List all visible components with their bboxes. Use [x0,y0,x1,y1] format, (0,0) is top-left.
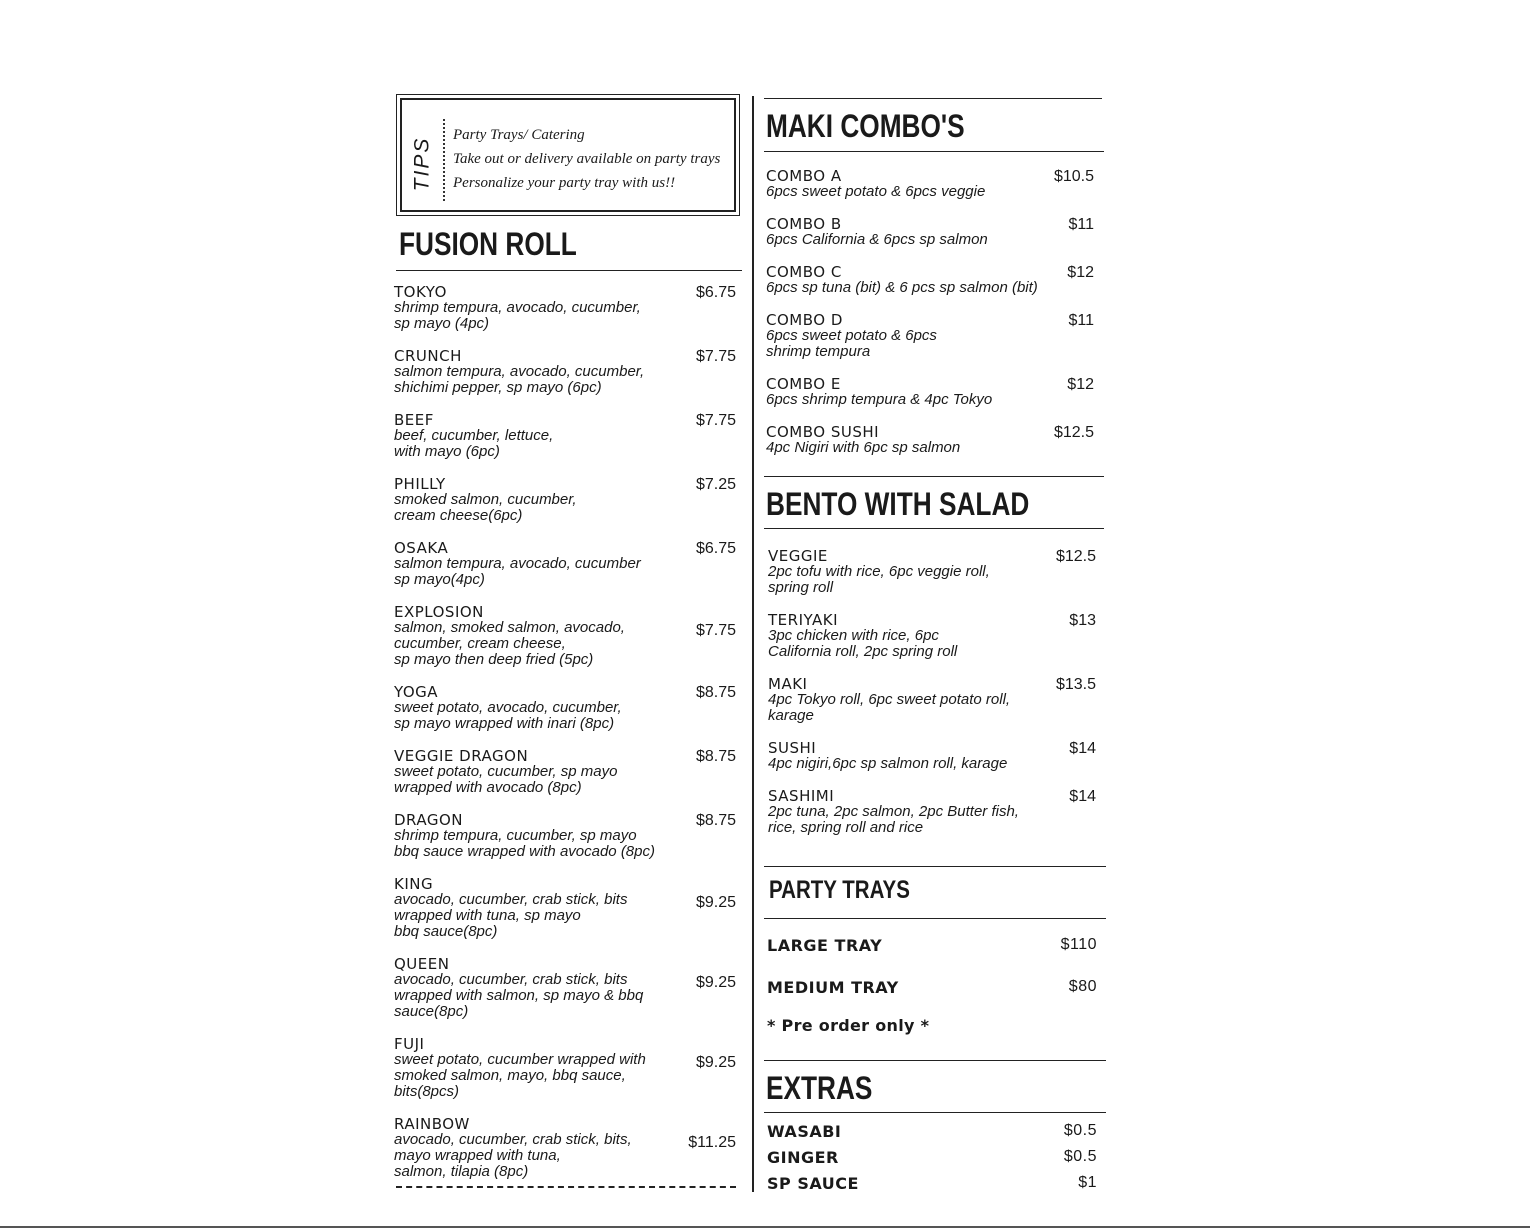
party-tray-price: $110 [1060,936,1097,953]
tips-label: TIPS [410,136,433,192]
menu-item-name: COMBO D [766,311,843,329]
menu-item-price: $7.75 [695,622,736,639]
menu-item-name: RAINBOW [394,1115,470,1133]
menu-item-name: COMBO B [766,215,842,233]
menu-item-name: COMBO E [766,375,841,393]
menu-item-price: $6.75 [695,284,736,301]
menu-item-description-line: 4pc Nigiri with 6pc sp salmon [766,439,961,456]
menu-item-description-line: 6pcs sp tuna (bit) & 6 pcs sp salmon (bit) [766,279,1038,296]
menu-item [766,168,1102,200]
menu-item-description-line: bbq sauce wrapped with avocado (8pc) [394,843,655,860]
menu-item-name: VEGGIE DRAGON [394,747,529,765]
menu-item-description-line: 6pcs California & 6pcs sp salmon [766,231,988,248]
menu-item-description-line: cucumber, cream cheese, [394,635,566,652]
menu-item-description [766,328,1102,360]
fusion-roll-rule [396,270,742,271]
menu-item-name: FUJI [394,1035,425,1053]
menu-item [394,604,744,668]
menu-item [766,264,1102,296]
menu-item-description-line: sweet potato, cucumber wrapped with [394,1051,646,1068]
menu-item [394,284,744,332]
menu-item-description-line: salmon, tilapia (8pc) [394,1163,529,1180]
menu-item [394,956,744,1020]
menu-item-description-line: 2pc tofu with rice, 6pc veggie roll, [768,563,990,580]
menu-item [768,740,1104,772]
menu-item-description-line: smoked salmon, mayo, bbq sauce, [394,1067,626,1084]
menu-item [394,348,744,396]
menu-item-description-line: shichimi pepper, sp mayo (6pc) [394,379,602,396]
menu-item-description-line: with mayo (6pc) [394,443,500,460]
menu-item-name: VEGGIE [768,547,828,565]
menu-item-price: $6.75 [695,540,736,557]
menu-item-description-line: sauce(8pc) [394,1003,469,1020]
menu-item-description-line: sweet potato, cucumber, sp mayo [394,763,618,780]
menu-item [768,676,1104,724]
menu-item [766,424,1102,456]
menu-item-description-line: salmon, smoked salmon, avocado, [394,619,625,636]
menu-item-description [768,628,1104,660]
menu-item-description [394,764,744,796]
menu-item-price: $12.5 [1055,548,1096,565]
menu-item-description-line: cream cheese(6pc) [394,507,523,524]
party-tray-name: LARGE TRAY [767,936,883,955]
menu-item-description-line: beef, cucumber, lettuce, [394,427,554,444]
menu-item-name: DRAGON [394,811,464,829]
pre-order-note: * Pre order only * [767,1016,930,1035]
menu-item-price: $9.25 [695,1054,736,1071]
menu-item-description [766,392,1102,408]
extra-row [767,1174,1097,1193]
menu-item-price: $11 [1068,216,1094,233]
fusion-roll-title: FUSION ROLL [399,226,577,262]
menu-item-description [768,692,1104,724]
menu-item [394,684,744,732]
extra-name: WASABI [767,1122,842,1141]
menu-item-name: COMBO C [766,263,842,281]
menu-item-name: PHILLY [394,475,446,493]
menu-item [766,312,1102,360]
menu-item-description-line: 4pc nigiri,6pc sp salmon roll, karage [768,755,1008,772]
menu-item-price: $9.25 [695,974,736,991]
bento-rule-bottom [764,528,1104,529]
tips-line: Take out or delivery available on party trays [453,151,721,167]
menu-item [394,412,744,460]
menu-item [394,540,744,588]
menu-item-name: SUSHI [768,739,817,757]
menu-item-description-line: shrimp tempura [766,343,871,360]
extra-name: GINGER [767,1148,839,1167]
menu-item-description-line: karage [768,707,814,724]
menu-item [768,548,1104,596]
extra-price: $1 [1078,1174,1097,1191]
tips-line: Party Trays/ Catering [453,127,585,143]
menu-item-description-line: 6pcs sweet potato & 6pcs veggie [766,183,986,200]
tips-dotted-divider [443,119,445,201]
menu-item [768,788,1104,836]
menu-item-price: $7.75 [695,348,736,365]
bento-list [768,548,1104,852]
menu-item [394,1036,744,1100]
menu-item-name: BEEF [394,411,434,429]
menu-item-name: TERIYAKI [768,611,839,629]
tips-lines [453,123,720,195]
menu-item-name: COMBO SUSHI [766,423,880,441]
party-tray-price: $80 [1068,978,1097,995]
menu-item-description [394,620,744,668]
menu-item-description-line: wrapped with avocado (8pc) [394,779,582,796]
party-trays-rule-bottom [764,918,1106,919]
menu-item-description [766,184,1102,200]
menu-item-price: $14 [1069,788,1096,805]
menu-item-description-line: 4pc Tokyo roll, 6pc sweet potato roll, [768,691,1011,708]
menu-item-description [766,280,1102,296]
menu-item-price: $12 [1067,264,1094,281]
menu-item [766,376,1102,408]
page-bottom-border [0,1226,1530,1228]
menu-item-description-line: avocado, cucumber, crab stick, bits, [394,1131,632,1148]
menu-item-price: $12.5 [1053,424,1094,441]
menu-item-price: $10.5 [1053,168,1094,185]
menu-item-name: OSAKA [394,539,449,557]
menu-item-price: $13 [1069,612,1096,629]
extra-name: SP SAUCE [767,1174,859,1193]
menu-item-description [768,564,1104,596]
tips-box [396,94,740,216]
menu-item [394,748,744,796]
menu-item-name: KING [394,875,434,893]
menu-item-description-line: sweet potato, avocado, cucumber, [394,699,622,716]
menu-item-description-line: sp mayo wrapped with inari (8pc) [394,715,615,732]
menu-item-name: EXPLOSION [394,603,484,621]
menu-item-name: CRUNCH [394,347,462,365]
menu-item-description-line: bbq sauce(8pc) [394,923,498,940]
menu-item-price: $8.75 [695,812,736,829]
menu-item-description-line: 6pcs shrimp tempura & 4pc Tokyo [766,391,993,408]
menu-item-description [768,756,1104,772]
menu-item-description [394,972,744,1020]
tips-line: Personalize your party tray with us!! [453,175,676,191]
bento-rule-top [764,476,1104,477]
menu-item [394,812,744,860]
menu-item [768,612,1104,660]
extra-row [767,1148,1097,1167]
menu-item-description-line: 6pcs sweet potato & 6pcs [766,327,937,344]
menu-item-description-line: wrapped with salmon, sp mayo & bbq [394,987,644,1004]
extras-rule-top [764,1060,1106,1061]
menu-item-description [394,828,744,860]
menu-item-description-line: salmon tempura, avocado, cucumber [394,555,641,572]
extra-row [767,1122,1097,1141]
menu-item-description [768,804,1104,836]
menu-item-name: COMBO A [766,167,842,185]
menu-item-description-line: rice, spring roll and rice [768,819,924,836]
menu-item-description [394,300,744,332]
menu-item-description-line: sp mayo (4pc) [394,315,490,332]
fusion-roll-list [394,284,744,1196]
dashed-divider [396,1186,736,1188]
menu-item-price: $14 [1069,740,1096,757]
menu-item-price: $8.75 [695,684,736,701]
menu-item-name: YOGA [394,683,439,701]
party-trays-title: PARTY TRAYS [769,876,910,904]
menu-item-description-line: 3pc chicken with rice, 6pc [768,627,939,644]
menu-item-description-line: sp mayo then deep fried (5pc) [394,651,594,668]
menu-item [394,1116,744,1180]
menu-item-description-line: wrapped with tuna, sp mayo [394,907,581,924]
maki-combos-title: MAKI COMBO'S [766,108,965,144]
menu-item-description-line: 2pc tuna, 2pc salmon, 2pc Butter fish, [768,803,1019,820]
menu-item-description-line: avocado, cucumber, crab stick, bits [394,971,628,988]
bento-title: BENTO WITH SALAD [766,486,1030,522]
menu-item-description [394,892,744,940]
party-tray-row [767,936,1097,955]
menu-item-price: $11 [1068,312,1094,329]
menu-item-description-line: smoked salmon, cucumber, [394,491,577,508]
menu-item-price: $13.5 [1055,676,1096,693]
menu-item [394,876,744,940]
menu-item-description-line: spring roll [768,579,834,596]
menu-item-name: TOKYO [394,283,447,301]
menu-item-price: $7.75 [695,412,736,429]
maki-combos-list [766,168,1102,472]
menu-item-price: $12 [1067,376,1094,393]
extras-title: EXTRAS [766,1070,873,1106]
extra-price: $0.5 [1063,1122,1097,1139]
menu-item-description [766,440,1102,456]
menu-item [766,216,1102,248]
menu-item-description [394,428,744,460]
menu-item-description [394,700,744,732]
column-divider [752,96,754,1192]
menu-item-description-line: California roll, 2pc spring roll [768,643,958,660]
menu-item [394,476,744,524]
menu-item-description [766,232,1102,248]
menu-item-description-line: bits(8pcs) [394,1083,460,1100]
menu-item-description-line: shrimp tempura, avocado, cucumber, [394,299,641,316]
menu-item-name: QUEEN [394,955,450,973]
menu-item-description [394,556,744,588]
party-tray-row [767,978,1097,997]
menu-item-price: $11.25 [688,1134,736,1151]
menu-item-description-line: mayo wrapped with tuna, [394,1147,561,1164]
menu-item-description-line: salmon tempura, avocado, cucumber, [394,363,645,380]
menu-item-description-line: shrimp tempura, cucumber, sp mayo [394,827,637,844]
extra-price: $0.5 [1063,1148,1097,1165]
menu-item-description-line: avocado, cucumber, crab stick, bits [394,891,628,908]
menu-item-description [394,1052,744,1100]
menu-item-description [394,492,744,524]
party-trays-rule-top [764,866,1106,867]
party-tray-name: MEDIUM TRAY [767,978,899,997]
menu-item-name: SASHIMI [768,787,835,805]
menu-item-price: $9.25 [695,894,736,911]
menu-item-price: $8.75 [695,748,736,765]
menu-item-description [394,364,744,396]
menu-item-price: $7.25 [695,476,736,493]
maki-combos-rule-bottom [764,151,1104,152]
maki-combos-rule-top [764,98,1102,99]
menu-item-description-line: sp mayo(4pc) [394,571,485,588]
menu-item-name: MAKI [768,675,808,693]
extras-rule-bottom [764,1112,1106,1113]
